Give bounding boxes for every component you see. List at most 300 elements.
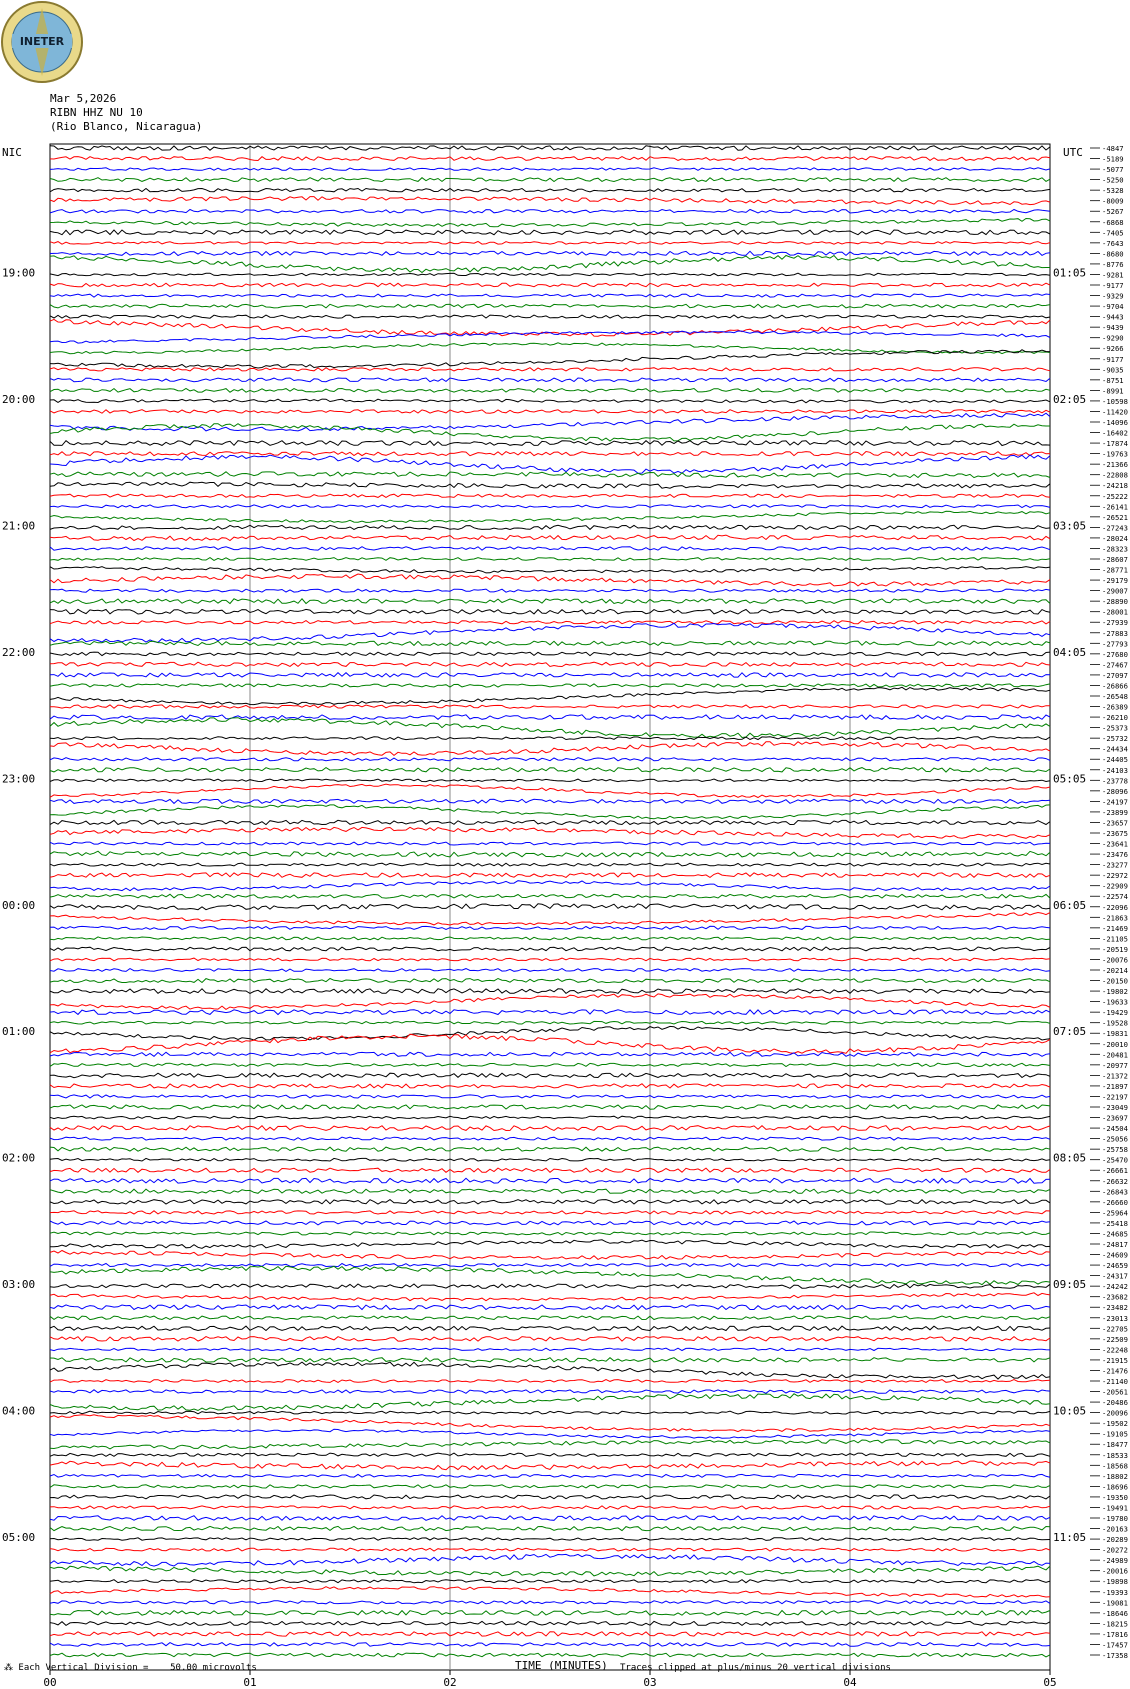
trace-offset-label: -23013 (1102, 1313, 1128, 1323)
trace-offset-label: -20486 (1102, 1398, 1128, 1408)
trace-offset-label: -21915 (1102, 1355, 1128, 1365)
trace-offset-label: -23778 (1102, 776, 1128, 786)
trace-offset-label: -20214 (1102, 966, 1128, 975)
trace-offset-label: -9281 (1102, 270, 1124, 280)
trace-line (50, 881, 1050, 891)
trace-line (50, 157, 1050, 161)
trace-line (50, 1010, 1050, 1015)
trace-line (50, 251, 1050, 255)
trace-line (50, 1293, 1050, 1301)
trace-line (50, 511, 1050, 522)
utc-hour-label: 08:05 (1053, 1151, 1087, 1165)
trace-offset-label: -19350 (1102, 1492, 1128, 1502)
trace-offset-label: -28771 (1102, 565, 1128, 575)
trace-line (50, 609, 1050, 614)
clip-note: Traces clipped at plus/minus 20 vertical divisions (620, 1663, 891, 1673)
trace-line (50, 1284, 1050, 1288)
trace-offset-label: -24317 (1102, 1271, 1128, 1281)
trace-offset-label: -25056 (1102, 1134, 1128, 1144)
trace-offset-label: -20289 (1102, 1535, 1128, 1545)
scale-icon: ⁂ (4, 1663, 19, 1673)
trace-line (50, 623, 1050, 642)
trace-line (50, 1611, 1050, 1616)
trace-offset-label: -19831 (1102, 1029, 1128, 1039)
trace-line (50, 652, 1050, 656)
trace-offset-label: -27097 (1102, 670, 1128, 680)
trace-line (50, 673, 1050, 677)
trace-line (50, 1429, 1050, 1438)
trace-offset-label: -19898 (1102, 1577, 1128, 1587)
trace-offset-label: -9439 (1102, 323, 1124, 333)
trace-line (50, 687, 1050, 704)
trace-offset-label: -23277 (1102, 860, 1128, 870)
trace-offset-label: -24242 (1102, 1282, 1128, 1292)
trace-line (50, 1485, 1050, 1488)
trace-line (50, 535, 1050, 540)
trace-line (50, 994, 1050, 1010)
trace-line (50, 315, 1050, 318)
trace-line (50, 827, 1050, 838)
trace-offset-label: -26389 (1102, 702, 1128, 712)
nic-hour-label: 04:00 (2, 1404, 36, 1418)
trace-offset-label: -21372 (1102, 1071, 1128, 1081)
trace-offset-label: -19081 (1102, 1598, 1128, 1608)
trace-line (50, 1168, 1050, 1172)
trace-line (50, 178, 1050, 182)
trace-offset-label: -9177 (1102, 354, 1124, 364)
trace-line (50, 820, 1050, 824)
trace-line (50, 641, 1050, 645)
trace-line (50, 505, 1050, 508)
trace-offset-label: -28096 (1102, 786, 1128, 796)
trace-line (50, 979, 1050, 983)
trace-line (50, 452, 1050, 456)
trace-offset-label: -8009 (1102, 196, 1124, 206)
trace-offset-label: -23682 (1102, 1292, 1128, 1302)
trace-line (50, 1116, 1050, 1119)
trace-offset-label: -22574 (1102, 892, 1128, 902)
trace-offset-label: -7405 (1102, 228, 1124, 238)
trace-line (50, 1073, 1050, 1078)
x-tick-label: 05 (1043, 1676, 1057, 1689)
trace-offset-label: -19491 (1102, 1503, 1128, 1513)
trace-offset-label: -9035 (1102, 365, 1124, 375)
trace-offset-label: -4847 (1102, 144, 1124, 153)
utc-hour-label: 01:05 (1053, 266, 1087, 280)
trace-offset-label: -26521 (1102, 512, 1128, 522)
trace-line (50, 589, 1050, 592)
trace-offset-label: -22509 (1102, 1334, 1128, 1344)
trace-line (50, 547, 1050, 551)
trace-offset-label: -24405 (1102, 755, 1128, 765)
nic-hour-label: 21:00 (2, 519, 36, 533)
nic-hour-label: 20:00 (2, 392, 36, 406)
trace-offset-label: -8751 (1102, 375, 1124, 385)
date-label: Mar 5,2026 (50, 92, 117, 105)
utc-hour-label: 10:05 (1053, 1404, 1087, 1418)
trace-offset-label: -22248 (1102, 1345, 1128, 1355)
trace-line (50, 567, 1050, 573)
trace-offset-label: -22808 (1102, 470, 1128, 480)
trace-offset-label: -18646 (1102, 1608, 1128, 1618)
trace-line (50, 958, 1050, 961)
trace-line (50, 558, 1050, 561)
trace-line (50, 904, 1050, 910)
trace-line (50, 283, 1050, 287)
trace-line (50, 1362, 1050, 1379)
trace-offset-label: -27939 (1102, 618, 1128, 628)
trace-offset-label: -5077 (1102, 165, 1124, 175)
trace-offset-label: -10598 (1102, 396, 1128, 406)
trace-offset-label: -27883 (1102, 628, 1128, 638)
trace-line (50, 1266, 1050, 1284)
right-timezone-label: UTC (1063, 146, 1083, 159)
trace-offset-label: -26548 (1102, 692, 1128, 701)
trace-line (50, 1394, 1050, 1411)
trace-line (50, 969, 1050, 972)
location-label: (Rio Blanco, Nicaragua) (50, 120, 203, 133)
left-timezone-label: NIC (2, 146, 22, 159)
utc-hour-label: 07:05 (1053, 1025, 1087, 1039)
trace-line (50, 851, 1050, 857)
trace-line (50, 718, 1050, 738)
trace-offset-label: -6868 (1102, 217, 1124, 227)
trace-offset-label: -26141 (1102, 502, 1128, 512)
trace-line (50, 799, 1050, 803)
trace-offset-label: -22909 (1102, 881, 1128, 891)
trace-line (50, 378, 1050, 382)
trace-line (50, 1021, 1050, 1024)
trace-offset-label: -18533 (1102, 1450, 1128, 1460)
trace-line (50, 256, 1050, 273)
trace-offset-label: -9290 (1102, 333, 1124, 343)
trace-line (50, 758, 1050, 761)
trace-offset-label: -20150 (1102, 976, 1128, 986)
trace-offset-label: -23657 (1102, 818, 1128, 828)
trace-offset-label: -18477 (1102, 1440, 1128, 1450)
trace-offset-label: -22972 (1102, 871, 1128, 881)
trace-offset-label: -27243 (1102, 523, 1128, 533)
trace-line (50, 1440, 1050, 1449)
trace-offset-label: -26866 (1102, 681, 1128, 691)
trace-offset-label: -28024 (1102, 533, 1128, 543)
trace-offset-label: -5267 (1102, 207, 1124, 217)
trace-offset-label: -9329 (1102, 291, 1124, 301)
nic-hour-label: 19:00 (2, 266, 36, 280)
trace-line (50, 230, 1050, 235)
trace-line (50, 779, 1050, 782)
trace-offset-label: -21105 (1102, 934, 1128, 944)
trace-line (50, 768, 1050, 772)
trace-line (50, 146, 1050, 150)
trace-offset-label: -22096 (1102, 902, 1128, 912)
scale-note-text: Each Vertical Division = 50.00 microvolts (18, 1663, 257, 1673)
trace-line (50, 472, 1050, 478)
trace-line (50, 1137, 1050, 1140)
trace-line (50, 937, 1050, 940)
x-tick-label: 03 (643, 1676, 657, 1689)
trace-offset-label: -24817 (1102, 1240, 1128, 1249)
trace-line (50, 1316, 1050, 1320)
trace-line (50, 273, 1050, 276)
trace-line (50, 1643, 1050, 1647)
x-tick-label: 00 (43, 1676, 57, 1689)
trace-offset-label: -24609 (1102, 1250, 1128, 1260)
trace-offset-label: -21140 (1102, 1377, 1128, 1386)
trace-line (50, 715, 1050, 720)
trace-offset-label: -18215 (1102, 1619, 1128, 1629)
trace-offset-label: -20272 (1102, 1545, 1128, 1555)
trace-offset-label: -25373 (1102, 723, 1128, 733)
trace-offset-label: -19780 (1102, 1514, 1128, 1523)
trace-line (50, 1411, 1050, 1414)
trace-line (50, 1326, 1050, 1330)
trace-line (50, 482, 1050, 488)
trace-line (50, 1221, 1050, 1225)
trace-offset-label: -25222 (1102, 491, 1128, 501)
utc-hour-label: 03:05 (1053, 519, 1087, 533)
trace-line (50, 863, 1050, 866)
trace-offset-label: -20561 (1102, 1387, 1128, 1397)
trace-offset-label: -20010 (1102, 1039, 1128, 1049)
trace-offset-label: -29179 (1102, 576, 1128, 586)
trace-offset-label: -19429 (1102, 1008, 1128, 1018)
trace-line (50, 1380, 1050, 1383)
trace-line (50, 1084, 1050, 1088)
trace-line (50, 947, 1050, 951)
trace-line (50, 894, 1050, 898)
trace-line (50, 1632, 1050, 1636)
trace-line (50, 494, 1050, 497)
trace-offset-label: -17358 (1102, 1651, 1128, 1660)
trace-offset-label: -21476 (1102, 1366, 1128, 1376)
trace-line (50, 1232, 1050, 1235)
trace-offset-label: -28001 (1102, 607, 1128, 617)
trace-offset-label: -22197 (1102, 1092, 1128, 1102)
trace-line (50, 1453, 1050, 1456)
trace-line (50, 1052, 1050, 1056)
trace-offset-label: -18696 (1102, 1482, 1128, 1492)
trace-line (50, 913, 1050, 926)
trace-offset-label: -23675 (1102, 829, 1128, 838)
nic-hour-label: 02:00 (2, 1151, 36, 1165)
trace-offset-label: -20977 (1102, 1060, 1128, 1070)
trace-offset-label: -24197 (1102, 797, 1128, 807)
logo-text: INETER (19, 35, 65, 48)
trace-line (50, 1240, 1050, 1249)
trace-offset-label: -23476 (1102, 850, 1128, 860)
trace-offset-label: -28607 (1102, 555, 1128, 564)
trace-offset-label: -17874 (1102, 439, 1128, 449)
trace-offset-label: -24504 (1102, 1124, 1128, 1134)
trace-line (50, 705, 1050, 708)
trace-offset-label: -25964 (1102, 1208, 1128, 1218)
trace-offset-label: -14096 (1102, 418, 1128, 427)
trace-line (50, 399, 1050, 403)
trace-offset-label: -26661 (1102, 1166, 1128, 1176)
trace-offset-label: -24659 (1102, 1261, 1128, 1271)
trace-offset-label: -20016 (1102, 1566, 1128, 1576)
trace-line (50, 343, 1050, 354)
trace-offset-label: -28323 (1102, 544, 1128, 554)
trace-line (50, 784, 1050, 797)
trace-offset-label: -26210 (1102, 713, 1128, 723)
trace-line (50, 1415, 1050, 1432)
trace-line (50, 210, 1050, 214)
trace-line (50, 441, 1050, 446)
trace-offset-label: -8991 (1102, 386, 1124, 396)
x-tick-label: 01 (243, 1676, 257, 1689)
trace-offset-label: -18802 (1102, 1471, 1128, 1481)
trace-offset-label: -22705 (1102, 1324, 1128, 1334)
station-label: RIBN HHZ NU 10 (50, 106, 143, 119)
trace-offset-label: -21897 (1102, 1081, 1128, 1091)
trace-offset-label: -28890 (1102, 597, 1128, 607)
trace-line (50, 1506, 1050, 1509)
trace-line (50, 574, 1050, 586)
trace-offset-label: -26632 (1102, 1176, 1128, 1186)
utc-hour-label: 11:05 (1053, 1531, 1087, 1545)
trace-line (50, 1566, 1050, 1576)
utc-hour-label: 06:05 (1053, 898, 1087, 912)
utc-hour-label: 05:05 (1053, 772, 1087, 786)
trace-offset-label: -26843 (1102, 1187, 1128, 1197)
trace-line (50, 599, 1050, 604)
trace-line (50, 242, 1050, 245)
trace-offset-label: -25732 (1102, 734, 1128, 744)
nic-hour-label: 23:00 (2, 772, 36, 786)
trace-offset-label: -5189 (1102, 154, 1124, 164)
trace-line (50, 1474, 1050, 1477)
trace-line (50, 197, 1050, 205)
trace-line (50, 1305, 1050, 1310)
trace-line (50, 805, 1050, 819)
trace-line (50, 455, 1050, 473)
trace-offset-label: -20163 (1102, 1524, 1128, 1534)
x-tick-label: 02 (443, 1676, 457, 1689)
trace-line (50, 1337, 1050, 1342)
trace-offset-label: -20519 (1102, 944, 1128, 954)
trace-offset-label: -9266 (1102, 344, 1124, 354)
utc-hour-label: 09:05 (1053, 1278, 1087, 1292)
trace-offset-label: -9704 (1102, 302, 1124, 312)
trace-offset-label: -27680 (1102, 649, 1128, 659)
trace-offset-label: -21863 (1102, 913, 1128, 923)
trace-line (50, 1587, 1050, 1597)
trace-line (50, 168, 1050, 171)
trace-offset-label: -17457 (1102, 1640, 1128, 1650)
trace-line (50, 1601, 1050, 1604)
trace-offset-label: -19105 (1102, 1429, 1128, 1439)
utc-hour-label: 02:05 (1053, 392, 1087, 406)
trace-offset-label: -8776 (1102, 259, 1124, 269)
trace-offset-label: -19393 (1102, 1587, 1128, 1597)
trace-offset-label: -21469 (1102, 923, 1128, 933)
trace-line (50, 1200, 1050, 1205)
trace-offset-label: -20076 (1102, 955, 1128, 965)
trace-offset-label: -24103 (1102, 765, 1128, 775)
trace-offset-label: -24434 (1102, 744, 1128, 754)
trace-offset-label: -20096 (1102, 1408, 1128, 1418)
trace-line (50, 350, 1050, 368)
trace-line (50, 873, 1050, 878)
trace-offset-label: -23482 (1102, 1303, 1128, 1313)
trace-offset-label: -23697 (1102, 1113, 1128, 1123)
trace-line (50, 1580, 1050, 1583)
trace-offset-label: -8680 (1102, 249, 1124, 259)
trace-offset-label: -21366 (1102, 460, 1128, 470)
trace-offset-label: -27793 (1102, 639, 1128, 649)
trace-line (50, 331, 1050, 343)
trace-offset-label: -25470 (1102, 1155, 1128, 1165)
trace-line (50, 1621, 1050, 1625)
nic-hour-label: 03:00 (2, 1278, 36, 1292)
trace-line (50, 189, 1050, 192)
trace-line (50, 1095, 1050, 1098)
x-axis-label: TIME (MINUTES) (515, 1659, 608, 1672)
trace-line (50, 1264, 1050, 1267)
trace-line (50, 368, 1050, 371)
trace-line (50, 1147, 1050, 1151)
trace-line (50, 1390, 1050, 1394)
trace-line (50, 989, 1050, 994)
trace-line (50, 525, 1050, 529)
trace-offset-label: -20481 (1102, 1050, 1128, 1060)
trace-offset-label: -16402 (1102, 428, 1128, 438)
trace-line (50, 842, 1050, 845)
trace-line (50, 1653, 1050, 1657)
trace-line (50, 424, 1050, 441)
trace-line (50, 1548, 1050, 1551)
trace-line (50, 1158, 1050, 1161)
trace-offset-label: -23049 (1102, 1103, 1128, 1112)
trace-offset-label: -19633 (1102, 997, 1128, 1007)
trace-offset-label: -19802 (1102, 987, 1128, 997)
x-tick-label: 04 (843, 1676, 857, 1689)
trace-offset-label: -29007 (1102, 586, 1128, 596)
trace-offset-label: -23641 (1102, 839, 1128, 849)
trace-line (50, 684, 1050, 687)
trace-offset-label: -24989 (1102, 1556, 1128, 1566)
trace-line (50, 1211, 1050, 1214)
trace-offset-label: -9177 (1102, 281, 1124, 290)
trace-offset-label: -24685 (1102, 1229, 1128, 1239)
trace-offset-label: -19763 (1102, 449, 1128, 459)
trace-line (50, 1178, 1050, 1183)
trace-line (50, 926, 1050, 929)
trace-line (50, 737, 1050, 740)
trace-line (50, 1516, 1050, 1521)
trace-offset-label: -25418 (1102, 1218, 1128, 1228)
trace-offset-label: -5328 (1102, 186, 1124, 196)
trace-line (50, 1358, 1050, 1362)
nic-hour-label: 00:00 (2, 898, 36, 912)
trace-offset-label: -27467 (1102, 660, 1128, 670)
trace-offset-label: -11420 (1102, 407, 1128, 417)
nic-hour-label: 22:00 (2, 645, 36, 659)
utc-hour-label: 04:05 (1053, 645, 1087, 659)
trace-offset-label: -18568 (1102, 1461, 1128, 1471)
nic-hour-label: 05:00 (2, 1531, 36, 1545)
trace-offset-label: -19502 (1102, 1419, 1128, 1429)
trace-line (50, 1554, 1050, 1566)
trace-line (50, 1251, 1050, 1260)
trace-offset-label: -24218 (1102, 481, 1128, 491)
trace-offset-label: -5250 (1102, 175, 1124, 185)
trace-line (50, 1063, 1050, 1066)
trace-offset-label: -7643 (1102, 238, 1124, 248)
trace-line (50, 389, 1050, 393)
